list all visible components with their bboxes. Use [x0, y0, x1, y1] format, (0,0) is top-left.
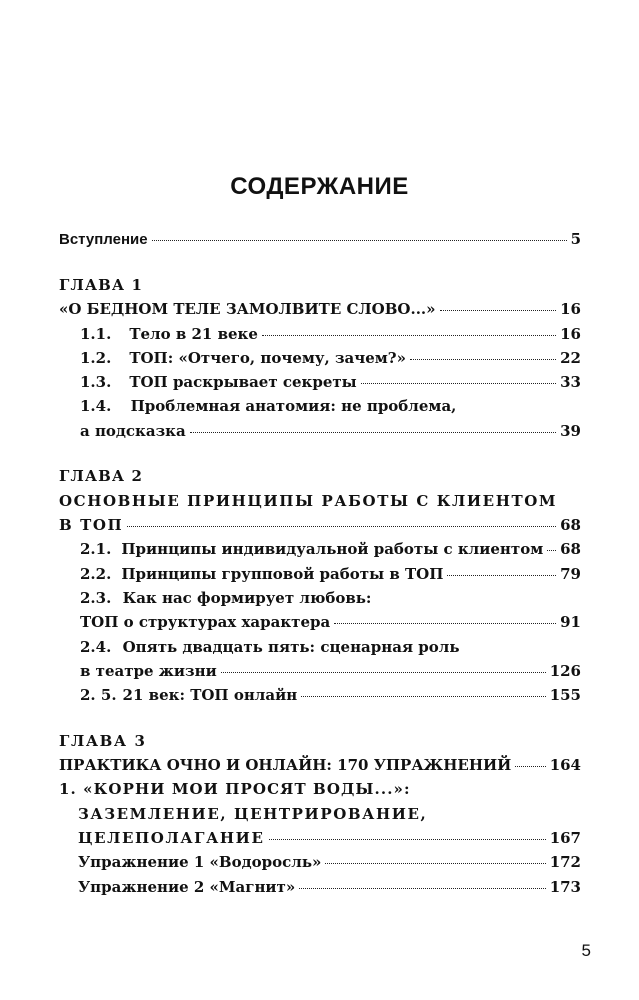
- toc-page-number: 68: [560, 516, 581, 534]
- toc-entry-1-4-line1[interactable]: [80, 395, 456, 417]
- toc-page-number: 22: [560, 349, 581, 367]
- dot-leader: [447, 575, 556, 576]
- dot-leader: [190, 432, 556, 433]
- toc-entry-1-4[interactable]: [80, 420, 581, 442]
- toc-entry-exercise-1[interactable]: [78, 851, 581, 873]
- toc-entry-2-5[interactable]: [80, 684, 581, 706]
- dot-leader: [515, 766, 545, 767]
- chapter-2-title-cont: В ТОП: [59, 516, 124, 534]
- chapter-3-label: ГЛАВА 3: [59, 732, 147, 750]
- toc-page-number: 68: [560, 540, 581, 558]
- toc-entry-number: 1.2.: [80, 349, 112, 367]
- dot-leader: [361, 383, 556, 384]
- toc-entry-label: Упражнение 1 «Водоросль»: [78, 853, 322, 871]
- toc-page-number: 172: [549, 853, 581, 871]
- toc-entry-chapter-1[interactable]: [59, 298, 581, 320]
- dot-leader: [325, 863, 545, 864]
- toc-entry-label: Принципы групповой работы в ТОП: [121, 565, 444, 583]
- toc-entry-label: Принципы индивидуальной работы с клиентом: [121, 540, 544, 558]
- dot-leader: [440, 310, 557, 311]
- toc-entry-label-cont: а подсказка: [80, 422, 186, 440]
- toc-entry-label: Как нас формирует любовь:: [122, 589, 372, 607]
- toc-entry-2-3[interactable]: [80, 611, 581, 633]
- chapter-1-label: ГЛАВА 1: [59, 276, 144, 294]
- chapter-3-title: ПРАКТИКА ОЧНО И ОНЛАЙН: 170 УПРАЖНЕНИЙ: [59, 756, 512, 774]
- toc-page-number: 16: [560, 300, 581, 318]
- toc-entry-2-1[interactable]: [80, 538, 581, 560]
- section-1-title-line3: ЦЕЛЕПОЛАГАНИЕ: [78, 829, 265, 847]
- chapter-2-label: ГЛАВА 2: [59, 467, 144, 485]
- toc-entry-number: 1.4.: [80, 397, 112, 415]
- toc-entry-number: 2.4.: [80, 638, 112, 656]
- toc-entry-label: Опять двадцать пять: сценарная роль: [122, 638, 460, 656]
- toc-entry-2-3-line1[interactable]: [80, 587, 371, 609]
- toc-entry-chapter-3[interactable]: [59, 754, 581, 776]
- toc-entry-label: Тело в 21 веке: [129, 325, 258, 343]
- toc-entry-1-1[interactable]: [80, 323, 581, 345]
- toc-entry-number: 2.1.: [80, 540, 112, 558]
- dot-leader: [152, 240, 567, 241]
- toc-page-number: 5: [570, 230, 581, 248]
- toc-entry-label: Проблемная анатомия: не проблема,: [130, 397, 457, 415]
- toc-entry-number: 1.3.: [80, 373, 112, 391]
- toc-entry-exercise-2[interactable]: [78, 876, 581, 898]
- toc-entry-2-4[interactable]: [80, 660, 581, 682]
- toc-entry-1-3[interactable]: [80, 371, 581, 393]
- dot-leader: [299, 888, 545, 889]
- toc-entry-label-cont: в театре жизни: [80, 662, 217, 680]
- section-1-title-line2: ЗАЗЕМЛЕНИЕ, ЦЕНТРИРОВАНИЕ,: [78, 805, 428, 823]
- toc-entry-label-cont: ТОП о структурах характера: [80, 613, 331, 631]
- section-1-title-line1: 1. «КОРНИ МОИ ПРОСЯТ ВОДЫ...»:: [59, 780, 411, 798]
- toc-page-number: 126: [549, 662, 581, 680]
- chapter-2-title: ОСНОВНЫЕ ПРИНЦИПЫ РАБОТЫ С КЛИЕНТОМ: [59, 492, 558, 510]
- toc-entry-section-1[interactable]: [78, 827, 581, 849]
- dot-leader: [127, 526, 556, 527]
- toc-entry-label: ТОП раскрывает секреты: [129, 373, 357, 391]
- dot-leader: [334, 623, 556, 624]
- page-number: 5: [581, 941, 591, 960]
- toc-entry-number: 2.2.: [80, 565, 112, 583]
- dot-leader: [221, 672, 546, 673]
- chapter-1-title: «О БЕДНОМ ТЕЛЕ ЗАМОЛВИТЕ СЛОВО...»: [59, 300, 436, 318]
- toc-page-number: 173: [549, 878, 581, 896]
- toc-page-number: 167: [549, 829, 581, 847]
- dot-leader: [410, 359, 556, 360]
- toc-entry-2-4-line1[interactable]: [80, 636, 460, 658]
- toc-entry-1-2[interactable]: [80, 347, 581, 369]
- toc-entry-chapter-2[interactable]: [59, 514, 581, 536]
- toc-entry-label: 21 век: ТОП онлайн: [122, 686, 298, 704]
- toc-page-number: 33: [560, 373, 581, 391]
- toc-entry-label: Упражнение 2 «Магнит»: [78, 878, 296, 896]
- toc-page-number: 91: [560, 613, 581, 631]
- toc-entry-number: 2.3.: [80, 589, 112, 607]
- toc-page-number: 16: [560, 325, 581, 343]
- dot-leader: [301, 696, 545, 697]
- toc-page-number: 155: [549, 686, 581, 704]
- toc-page-number: 79: [560, 565, 581, 583]
- toc-entry-number: 1.1.: [80, 325, 112, 343]
- toc-entry-number: 2. 5.: [80, 686, 117, 704]
- dot-leader: [262, 335, 556, 336]
- toc-entry-intro[interactable]: [59, 228, 581, 250]
- toc-entry-label: ТОП: «Отчего, почему, зачем?»: [129, 349, 406, 367]
- toc-page-number: 39: [560, 422, 581, 440]
- page-title: СОДЕРЖАНИЕ: [230, 173, 409, 200]
- toc-page-number: 164: [549, 756, 581, 774]
- dot-leader: [269, 839, 546, 840]
- toc-entry-label: Вступление: [59, 231, 148, 248]
- dot-leader: [547, 550, 556, 551]
- toc-entry-2-2[interactable]: [80, 563, 581, 585]
